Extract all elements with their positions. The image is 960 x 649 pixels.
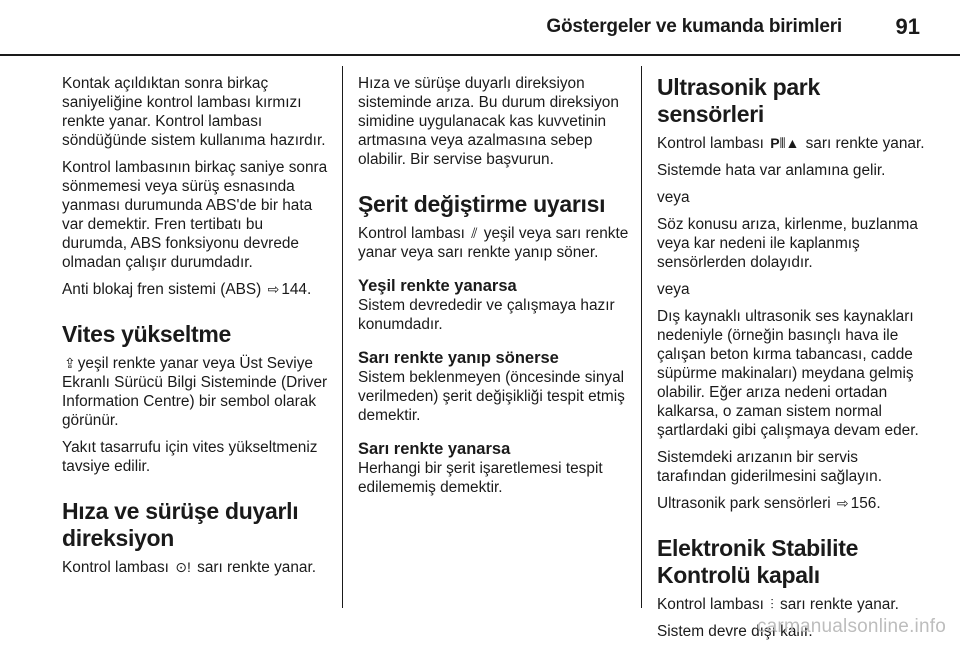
park-fault-paragraph: Sistemde hata var anlamına gelir. xyxy=(657,162,886,179)
esc-off-icon: ⫶ xyxy=(770,596,774,612)
heading-lane-change: Şerit değiştirme uyarısı xyxy=(358,191,606,217)
park-reference-paragraph xyxy=(657,494,927,513)
heading-esc-off: Elektronik Stabilite Kontrolü kapalı xyxy=(657,535,859,588)
abs-intro-paragraph: Kontak açıldıktan sonra birkaç saniyeliğine kontrol lambası kırmızı renkte yanar. Kontrol lambası söndüğünde sistem kullanıma hazırdır. xyxy=(62,75,326,149)
steering-warning-icon: ⊙! xyxy=(175,559,191,575)
steering-text-after: sarı renkte yanar. xyxy=(197,559,317,576)
page-number: 91 xyxy=(895,14,920,39)
heading-green: Yeşil renkte yanarsa xyxy=(358,277,517,295)
upshift-arrow-icon: ⇪ xyxy=(64,355,76,371)
park-sensor-icon: P⫴▲ xyxy=(770,135,800,151)
abs-reference-text: Anti blokaj fren sistemi (ABS) xyxy=(62,281,262,298)
arrow-reference-icon: ⇨ xyxy=(267,281,280,297)
park-lamp-paragraph xyxy=(657,134,927,153)
arrow-reference-icon: ⇨ xyxy=(836,495,849,511)
abs-reference-paragraph xyxy=(62,280,332,299)
park-service-paragraph: Sistemdeki arızanın bir servis tarafından giderilmesini sağlayın. xyxy=(657,449,882,485)
abs-reference-page: 144. xyxy=(281,281,312,298)
park-dirt-paragraph: Söz konusu arıza, kirlenme, buzlanma veya kar nedeni ile kaplanmış sensörlerden dolayıdır. xyxy=(657,216,918,271)
lane-change-icon: ⫽ xyxy=(471,225,478,241)
park-text-after: sarı renkte yanar. xyxy=(805,135,925,152)
watermark: carmanualsonline.info xyxy=(756,616,946,637)
column-divider-1 xyxy=(342,66,343,608)
column-2 xyxy=(358,74,630,505)
green-paragraph: Sistem devrededir ve çalışmaya hazır konumdadır. xyxy=(358,297,615,333)
steering-fault-paragraph: Hıza ve sürüşe duyarlı direksiyon sisteminde arıza. Bu durum direksiyon simidine uygulanacak kas kuvvetinin artmasına veya azalmasına sebep olabilir. Bir servise başvurun. xyxy=(358,75,619,168)
park-or-1: veya xyxy=(657,189,690,206)
heading-flashing: Sarı renkte yanıp sönerse xyxy=(358,349,559,367)
upshift-text: yeşil renkte yanar veya Üst Seviye Ekranlı Sürücü Bilgi Sisteminde (Driver Information Centre) bir sembol olarak görünür. xyxy=(62,355,328,429)
park-reference-page: 156. xyxy=(850,495,881,512)
park-ultrasonic-paragraph: Dış kaynaklı ultrasonik ses kaynakları nedeniyle (örneğin basınçlı hava ile çalışan beton kırma tabancası, cadde süpürme makinaları) meydana gelmiş olabilir. Eğer arıza nedeni ortadan kalkarsa, o zaman sistem normal şartlardaki gibi çalışmaya devam eder. xyxy=(657,308,919,439)
esc-disabled-paragraph: Sistem devre dışı kalır. xyxy=(657,623,813,640)
esc-text-before: Kontrol lambası xyxy=(657,596,764,613)
yellow-paragraph: Herhangi bir şerit işaretlemesi tespit edilememiş demektir. xyxy=(358,460,603,496)
steering-paragraph xyxy=(62,558,332,577)
lane-paragraph xyxy=(358,224,630,262)
heading-park-sensors: Ultrasonik park sensörleri xyxy=(657,74,820,127)
esc-paragraph xyxy=(657,595,927,614)
column-1 xyxy=(62,74,332,585)
upshift-paragraph xyxy=(62,354,332,430)
park-text-before: Kontrol lambası xyxy=(657,135,764,152)
column-divider-2 xyxy=(641,66,642,608)
heading-steering: Hıza ve sürüşe duyarlı direksiyon xyxy=(62,498,299,551)
column-3 xyxy=(657,74,927,649)
abs-fault-paragraph: Kontrol lambasının birkaç saniye sonra sönmemesi veya sürüş esnasında yanması durumunda ABS'de bir hata var demektir. Fren tertibatı bu durumda, ABS fonksiyonu devrede olmadan çalışır durumdadır. xyxy=(62,159,328,271)
lane-text-after: yeşil veya sarı renkte yanar veya sarı renkte yanıp söner. xyxy=(358,225,629,261)
steering-text-before: Kontrol lambası xyxy=(62,559,169,576)
header-title: Göstergeler ve kumanda birimleri xyxy=(546,16,842,37)
heading-upshift: Vites yükseltme xyxy=(62,321,231,347)
park-or-2: veya xyxy=(657,281,690,298)
header-rule xyxy=(0,54,960,56)
heading-yellow: Sarı renkte yanarsa xyxy=(358,440,511,458)
esc-text-after: sarı renkte yanar. xyxy=(780,596,899,613)
lane-text-before: Kontrol lambası xyxy=(358,225,465,242)
park-reference-text: Ultrasonik park sensörleri xyxy=(657,495,831,512)
flashing-paragraph: Sistem beklenmeyen (öncesinde sinyal verilmeden) şerit değişikliği tespit etmiş demektir. xyxy=(358,369,625,424)
upshift-advice-paragraph: Yakıt tasarrufu için vites yükseltmeniz tavsiye edilir. xyxy=(62,439,318,475)
page-header xyxy=(0,0,960,56)
